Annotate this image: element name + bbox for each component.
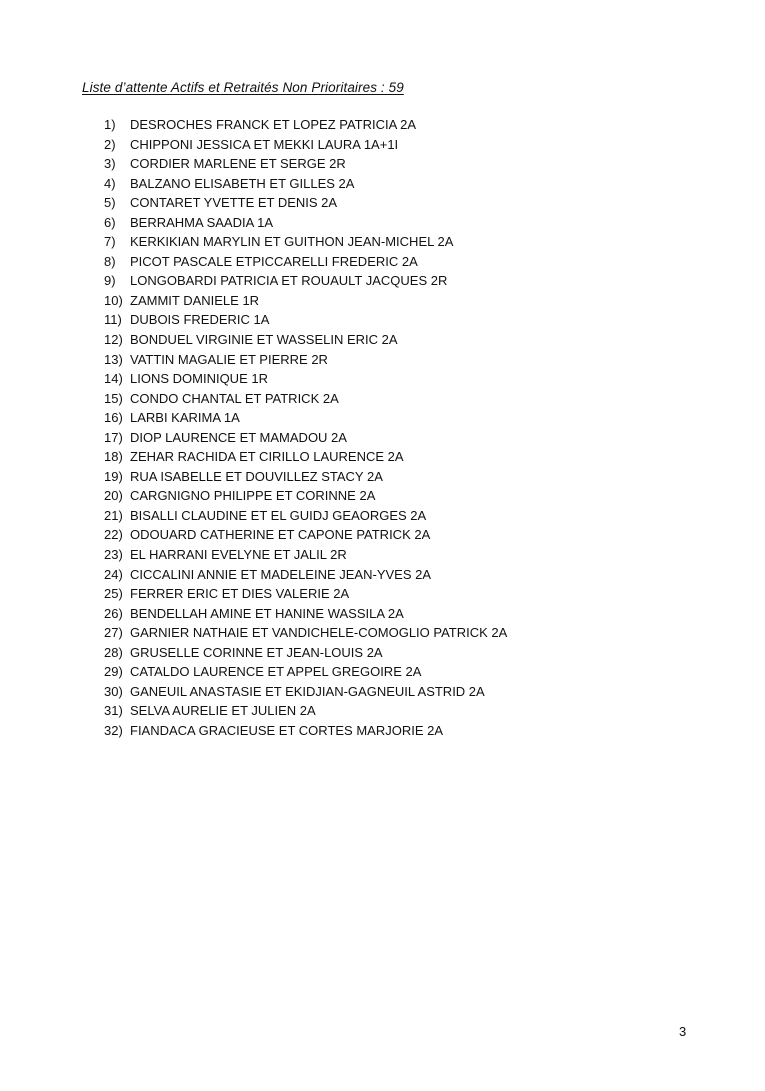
- list-item: [104, 545, 507, 565]
- list-item-number: 15): [104, 390, 123, 406]
- list-item: [104, 115, 507, 135]
- list-item: [104, 408, 507, 428]
- list-item-number: 6): [104, 214, 116, 230]
- list-item-number: 2): [104, 136, 116, 152]
- list-item-text: CICCALINI ANNIE ET MADELEINE JEAN-YVES 2A: [130, 566, 432, 582]
- list-item-text: GARNIER NATHAIE ET VANDICHELE-COMOGLIO PATRICK 2A: [130, 625, 508, 641]
- list-item: [104, 252, 507, 272]
- list-item: [104, 135, 507, 155]
- list-item-text: CHIPPONI JESSICA ET MEKKI LAURA 1A+1I: [130, 136, 399, 152]
- list-item: [104, 604, 507, 624]
- list-item: [104, 486, 507, 506]
- list-item-text: BONDUEL VIRGINIE ET WASSELIN ERIC 2A: [130, 332, 398, 348]
- list-item-text: DIOP LAURENCE ET MAMADOU 2A: [130, 429, 347, 445]
- list-item: [104, 271, 507, 291]
- list-item: [104, 623, 507, 643]
- list-heading: Liste d’attente Actifs et Retraités Non Prioritaires : 59: [82, 80, 404, 95]
- list-item-number: 23): [104, 547, 123, 563]
- list-item-text: RUA ISABELLE ET DOUVILLEZ STACY 2A: [130, 468, 383, 484]
- list-item: [104, 330, 507, 350]
- list-item-number: 19): [104, 468, 123, 484]
- list-item-text: EL HARRANI EVELYNE ET JALIL 2R: [130, 547, 347, 563]
- list-item-number: 1): [104, 117, 116, 132]
- list-item-text: CORDIER MARLENE ET SERGE 2R: [130, 156, 346, 172]
- list-item-number: 29): [104, 664, 123, 680]
- list-item: [104, 525, 507, 545]
- list-item: [104, 310, 507, 330]
- list-item-text: LIONS DOMINIQUE 1R: [130, 371, 268, 387]
- list-item-text: GANEUIL ANASTASIE ET EKIDJIAN-GAGNEUIL ASTRID 2A: [130, 683, 485, 699]
- list-item-text: CATALDO LAURENCE ET APPEL GREGOIRE 2A: [130, 664, 422, 680]
- list-item-text: LONGOBARDI PATRICIA ET ROUAULT JACQUES 2R: [130, 273, 448, 289]
- list-item: [104, 232, 507, 252]
- list-item-text: GRUSELLE CORINNE ET JEAN-LOUIS 2A: [130, 644, 383, 660]
- list-item-text: DUBOIS FREDERIC 1A: [130, 312, 270, 328]
- list-item: [104, 213, 507, 233]
- list-item-number: 22): [104, 527, 123, 543]
- list-item-number: 21): [104, 507, 123, 523]
- list-item-number: 5): [104, 195, 116, 211]
- list-item-number: 7): [104, 234, 116, 250]
- list-item-number: 14): [104, 371, 123, 387]
- list-item: [104, 350, 507, 370]
- list-item-number: 13): [104, 351, 123, 367]
- list-item-number: 8): [104, 253, 116, 269]
- list-item-text: DESROCHES FRANCK ET LOPEZ PATRICIA 2A: [130, 117, 417, 132]
- list-item: [104, 701, 507, 721]
- list-item-text: ZAMMIT DANIELE 1R: [130, 292, 260, 308]
- list-item: [104, 721, 507, 741]
- list-item-text: CONDO CHANTAL ET PATRICK 2A: [130, 390, 339, 406]
- list-item-text: BENDELLAH AMINE ET HANINE WASSILA 2A: [130, 605, 404, 621]
- list-item-number: 26): [104, 605, 123, 621]
- list-item-text: FIANDACA GRACIEUSE ET CORTES MARJORIE 2A: [130, 722, 444, 738]
- list-item-number: 32): [104, 722, 123, 738]
- list-item-text: BALZANO ELISABETH ET GILLES 2A: [130, 175, 355, 191]
- list-item-number: 10): [104, 292, 123, 308]
- list-item-text: PICOT PASCALE ETPICCARELLI FREDERIC 2A: [130, 253, 418, 269]
- list-item: [104, 506, 507, 526]
- list-item: [104, 389, 507, 409]
- list-item-number: 31): [104, 703, 123, 719]
- waiting-list: [104, 115, 507, 741]
- list-item-number: 9): [104, 273, 116, 289]
- list-item-number: 17): [104, 429, 123, 445]
- list-item: [104, 584, 507, 604]
- list-item-text: VATTIN MAGALIE ET PIERRE 2R: [130, 351, 328, 367]
- list-item-number: 11): [104, 312, 122, 328]
- list-item-number: 12): [104, 332, 123, 348]
- list-item-number: 3): [104, 156, 116, 172]
- list-item-text: SELVA AURELIE ET JULIEN 2A: [130, 703, 316, 719]
- list-item: [104, 291, 507, 311]
- list-item-text: ZEHAR RACHIDA ET CIRILLO LAURENCE 2A: [130, 449, 404, 465]
- list-item-number: 28): [104, 644, 123, 660]
- list-item-text: BERRAHMA SAADIA 1A: [130, 214, 274, 230]
- list-item: [104, 369, 507, 389]
- list-item-text: LARBI KARIMA 1A: [130, 410, 240, 426]
- list-item: [104, 565, 507, 585]
- list-item: [104, 154, 507, 174]
- list-item-number: 18): [104, 449, 123, 465]
- list-item-number: 27): [104, 625, 123, 641]
- list-item-number: 25): [104, 586, 123, 602]
- list-item-number: 30): [104, 683, 123, 699]
- list-item-text: KERKIKIAN MARYLIN ET GUITHON JEAN-MICHEL 2A: [130, 234, 454, 250]
- list-item-text: FERRER ERIC ET DIES VALERIE 2A: [130, 586, 350, 602]
- list-item-text: BISALLI CLAUDINE ET EL GUIDJ GEAORGES 2A: [130, 507, 427, 523]
- list-item: [104, 174, 507, 194]
- list-item-number: 4): [104, 175, 116, 191]
- list-item-text: CARGNIGNO PHILIPPE ET CORINNE 2A: [130, 488, 376, 504]
- list-item: [104, 467, 507, 487]
- list-item: [104, 193, 507, 213]
- list-item-number: 20): [104, 488, 123, 504]
- list-item: [104, 682, 507, 702]
- list-item: [104, 447, 507, 467]
- list-item: [104, 662, 507, 682]
- list-item: [104, 643, 507, 663]
- list-item: [104, 428, 507, 448]
- list-item-text: ODOUARD CATHERINE ET CAPONE PATRICK 2A: [130, 527, 431, 543]
- list-item-text: CONTARET YVETTE ET DENIS 2A: [130, 195, 338, 211]
- list-item-number: 16): [104, 410, 123, 426]
- page-number: 3: [679, 1024, 687, 1039]
- list-item-number: 24): [104, 566, 123, 582]
